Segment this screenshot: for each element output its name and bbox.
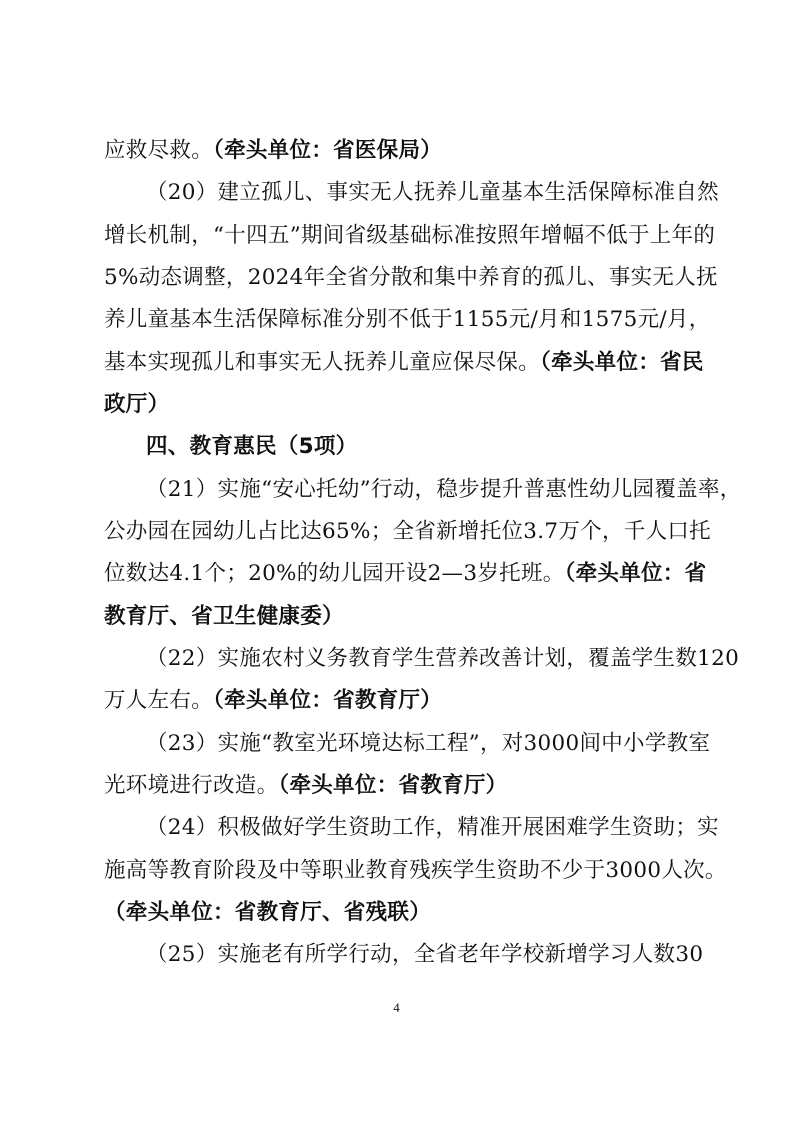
lead-unit-note: 教育厅、省卫生健康委） bbox=[104, 604, 344, 629]
paragraph-20-line-4: 养儿童基本生活保障标准分别不低于1155元/月和1575元/月， bbox=[104, 307, 711, 332]
paragraph-20-line-1: （20）建立孤儿、事实无人抚养儿童基本生活保障标准自然 bbox=[146, 180, 719, 205]
lead-unit-note: 政厅） bbox=[104, 392, 170, 417]
paragraph-24-line-3 bbox=[104, 893, 694, 933]
page-number: 4 bbox=[393, 1000, 400, 1015]
lead-unit-note: （牵头单位：省教育厅） bbox=[213, 688, 443, 713]
section-heading-education: 四、教育惠民（5项） bbox=[146, 434, 358, 459]
paragraph-23-line-1: （23）实施“教室光环境达标工程”，对3000间中小学教室 bbox=[146, 731, 711, 756]
lead-unit-note: （牵头单位：省教育厅） bbox=[278, 773, 508, 798]
paragraph-19-tail-line bbox=[104, 131, 694, 171]
body-text: 基本实现孤儿和事实无人抚养儿童应保尽保。 bbox=[104, 350, 541, 375]
body-text: 万人左右。 bbox=[104, 688, 214, 713]
paragraph-21-line-1: （21）实施“安心托幼”行动，稳步提升普惠性幼儿园覆盖率， bbox=[146, 477, 742, 502]
paragraph-24-line-2: 施高等教育阶段及中等职业教育残疾学生资助不少于3000人次。 bbox=[104, 858, 727, 883]
body-text: 应救尽救。 bbox=[104, 138, 214, 163]
paragraph-21-line-3 bbox=[104, 554, 707, 594]
paragraph-20-line-2: 增长机制，“十四五”期间省级基础标准按照年增幅不低于上年的 bbox=[104, 223, 716, 248]
lead-unit-note: （牵头单位：省教育厅、省残联） bbox=[104, 900, 432, 925]
lead-unit-note: （牵头单位：省 bbox=[564, 561, 707, 586]
body-text: 光环境进行改造。 bbox=[104, 773, 279, 798]
lead-unit-note: （牵头单位：省医保局） bbox=[213, 138, 443, 163]
paragraph-21-line-4 bbox=[104, 597, 694, 637]
paragraph-24-line-1: （24）积极做好学生资助工作，精准开展困难学生资助；实 bbox=[146, 815, 719, 840]
paragraph-25-line-1: （25）实施老有所学行动，全省老年学校新增学习人数30 bbox=[146, 942, 704, 967]
paragraph-22-line-1: （22）实施农村义务教育学生营养改善计划，覆盖学生数120 bbox=[146, 646, 740, 671]
paragraph-22-line-2 bbox=[104, 681, 694, 721]
body-text: 位数达4.1个；20%的幼儿园开设2—3岁托班。 bbox=[104, 561, 565, 586]
lead-unit-note: （牵头单位：省民 bbox=[540, 350, 704, 375]
paragraph-23-line-2 bbox=[104, 766, 694, 806]
paragraph-20-line-6 bbox=[104, 385, 694, 425]
paragraph-20-line-3: 5%动态调整，2024年全省分散和集中养育的孤儿、事实无人抚 bbox=[104, 265, 718, 290]
paragraph-20-line-5 bbox=[104, 343, 704, 383]
paragraph-21-line-2: 公办园在园幼儿占比达65%；全省新增托位3.7万个，千人口托 bbox=[104, 519, 711, 544]
